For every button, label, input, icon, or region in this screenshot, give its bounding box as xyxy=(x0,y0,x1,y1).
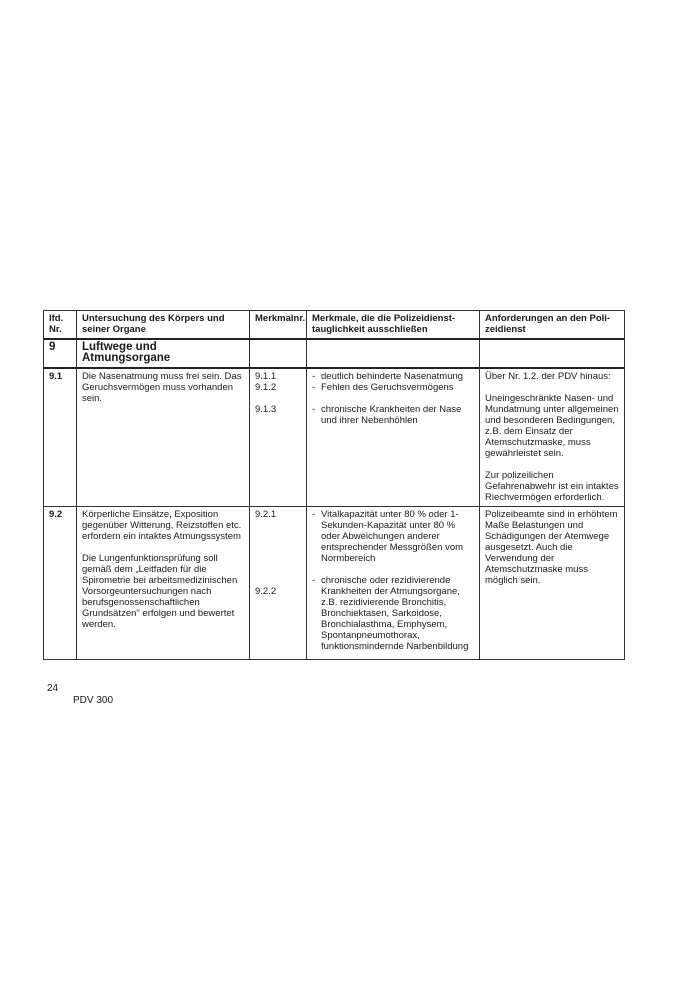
merkmal-number-spacer xyxy=(255,531,301,542)
table-row xyxy=(44,368,625,507)
merkmal-number: 9.2.1 xyxy=(255,509,277,520)
header-lfd: lfd. Nr. xyxy=(44,311,77,340)
section-empty-cell xyxy=(307,339,480,368)
merkmal-number: 9.2.2 xyxy=(255,586,277,597)
header-anforderungen: Anforderungen an den Poli-zeidienst xyxy=(480,311,625,340)
merkmale-cell xyxy=(307,507,480,660)
document-label: PDV 300 xyxy=(73,695,114,706)
anforderungen-text: Polizeibeamte sind in erhöhtem Maße Belastungen und Schädigungen der Atemwege ausgesetzt. Auch die Verwendung der Atemschutzmaske muss möglich sein. xyxy=(485,509,618,586)
merkmal-number-spacer xyxy=(255,520,301,531)
anforderungen-text: Zur polizeilichen Gefahrenabwehr ist ein intaktes Riechvermögen erforderlich. xyxy=(485,470,619,503)
row-number: 9.1 xyxy=(44,368,77,507)
merkmal-number-spacer xyxy=(255,553,301,564)
section-empty-cell xyxy=(250,339,307,368)
merkmal-number: 9.1.3 xyxy=(255,404,277,415)
requirements-table xyxy=(43,310,625,660)
merkmalnr-cell xyxy=(250,368,307,507)
table-row xyxy=(44,507,625,660)
list-item: - chronische Krankheiten der Nase und ihrer Nebenhöhlen xyxy=(312,404,474,426)
header-merkmalnr: Merkmalnr. xyxy=(250,311,307,340)
untersuchung-cell xyxy=(77,368,250,507)
untersuchung-text: Die Lungenfunktionsprüfung soll gemäß dem „Leitfaden für die Spirometrie bei arbeitsmedizinischen Vorsorgeuntersuchungen nach berufsgenossenschaftlichen Grundsätzen" erfolgen und bewertet werden. xyxy=(82,553,238,630)
header-untersuchung: Untersuchung des Körpers und seiner Organe xyxy=(77,311,250,340)
untersuchung-cell xyxy=(77,507,250,660)
section-empty-cell xyxy=(480,339,625,368)
table-header-row xyxy=(44,311,625,340)
header-merkmale: Merkmale, die die Polizeidienst-tauglichkeit ausschließen xyxy=(307,311,480,340)
anforderungen-cell xyxy=(480,368,625,507)
untersuchung-text: Körperliche Einsätze, Exposition gegenüber Witterung, Reizstoffen etc. erfordern ein intaktes Atmungssystem xyxy=(82,509,242,542)
merkmal-number-spacer xyxy=(255,575,301,586)
list-item: - Vitalkapazität unter 80 % oder 1-Sekunden-Kapazität unter 80 % oder Abweichungen anderer entsprechender Messgrößen vom Normbereich xyxy=(312,509,474,564)
list-item: - deutlich behinderte Nasenatmung xyxy=(312,371,474,382)
merkmale-cell xyxy=(307,368,480,507)
anforderungen-text: Über Nr. 1.2. der PDV hinaus: xyxy=(485,371,611,382)
row-number: 9.2 xyxy=(44,507,77,660)
merkmal-number: 9.1.1 xyxy=(255,371,277,382)
section-row xyxy=(44,339,625,368)
merkmale-list xyxy=(312,371,474,426)
list-item: - Fehlen des Geruchsvermögens xyxy=(312,382,474,393)
merkmal-number-spacer xyxy=(255,542,301,553)
merkmal-number: 9.1.2 xyxy=(255,382,277,393)
merkmalnr-cell xyxy=(250,507,307,660)
anforderungen-cell xyxy=(480,507,625,660)
list-item: - chronische oder rezidivierende Krankheiten der Atmungsorgane, z.B. rezidivierende Bronchitis, Bronchiektasen, Sarkoidose, Bronchialasthma, Emphysem, Spontanpneumothorax, funktionsmindernde Narbenbildung xyxy=(312,575,474,652)
section-number: 9 xyxy=(44,339,77,368)
section-title: Luftwege und Atmungsorgane xyxy=(77,339,250,368)
anforderungen-text: Uneingeschränkte Nasen- und Mundatmung unter allgemeinen und besonderen Bedingungen, z.B. dem Einsatz der Atemschutzmaske, muss gewährleistet sein. xyxy=(485,393,619,459)
merkmal-number-spacer xyxy=(255,393,301,404)
untersuchung-text: Die Nasenatmung muss frei sein. Das Geruchsvermögen muss vorhanden sein. xyxy=(82,371,242,404)
page-number: 24 xyxy=(47,683,59,694)
merkmal-number-spacer xyxy=(255,564,301,575)
merkmale-list xyxy=(312,509,474,652)
